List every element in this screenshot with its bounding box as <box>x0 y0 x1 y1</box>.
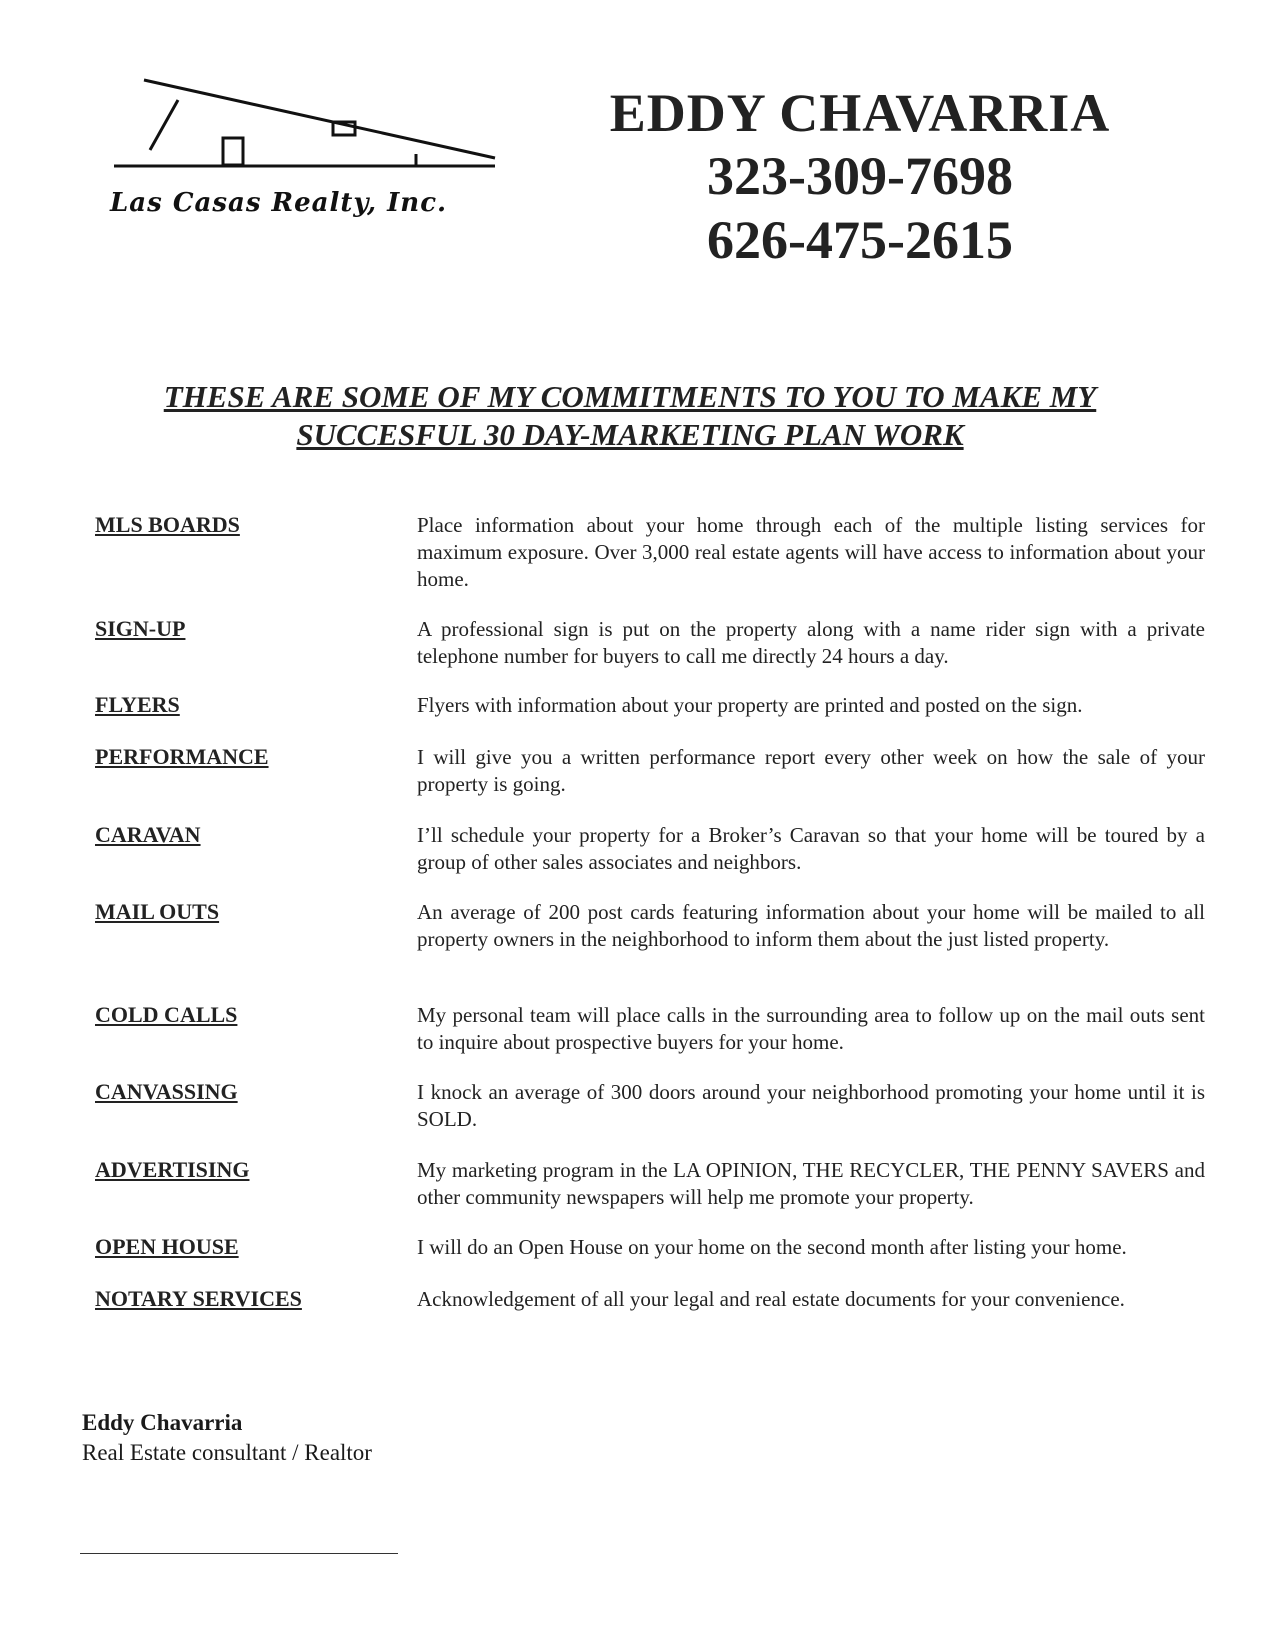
commitment-term: FLYERS <box>95 692 180 717</box>
commitment-term: ADVERTISING <box>95 1157 250 1182</box>
commitment-description: I knock an average of 300 doors around your neighborhood promoting your home until it is SOLD. <box>417 1080 1205 1131</box>
commitment-description: Place information about your home through each of the multiple listing services for maximum exposure. Over 3,000 real estate agents will have access to information about your home. <box>417 513 1205 591</box>
headline-line-1: THESE ARE SOME OF MY COMMITMENTS TO YOU TO MAKE MY <box>163 379 1097 414</box>
signature-title: Real Estate consultant / Realtor <box>82 1440 372 1465</box>
commitment-description: I will do an Open House on your home on the second month after listing your home. <box>417 1235 1127 1259</box>
house-roof-icon <box>100 70 530 190</box>
commitment-term: MAIL OUTS <box>95 899 220 924</box>
company-logo <box>100 70 530 240</box>
commitment-term: NOTARY SERVICES <box>95 1286 302 1311</box>
agent-name: EDDY CHAVARRIA <box>609 83 1111 143</box>
commitment-term: CARAVAN <box>95 822 201 847</box>
headline-line-2: SUCCESFUL 30 DAY-MARKETING PLAN WORK <box>296 417 964 452</box>
agent-contact <box>560 82 1160 272</box>
commitment-description: My marketing program in the LA OPINION, THE RECYCLER, THE PENNY SAVERS and other community newspapers will help me promote your property. <box>417 1158 1205 1209</box>
page-headline <box>60 378 1200 454</box>
commitment-description: Acknowledgement of all your legal and real estate documents for your convenience. <box>417 1287 1125 1311</box>
signature-line <box>80 1553 398 1554</box>
commitment-description: Flyers with information about your property are printed and posted on the sign. <box>417 693 1083 717</box>
commitment-term: COLD CALLS <box>95 1002 238 1027</box>
commitment-term: SIGN-UP <box>95 616 186 641</box>
commitment-description: A professional sign is put on the property along with a name rider sign with a private telephone number for buyers to call me directly 24 hours a day. <box>417 617 1205 668</box>
commitment-term: PERFORMANCE <box>95 744 269 769</box>
phone-number-2: 626-475-2615 <box>707 210 1013 270</box>
commitment-description: An average of 200 post cards featuring information about your home will be mailed to all property owners in the neighborhood to inform them about the just listed property. <box>417 900 1205 951</box>
commitment-term: MLS BOARDS <box>95 512 240 537</box>
logo-text: Las Casas Realty, Inc. <box>110 188 448 218</box>
commitment-description: My personal team will place calls in the surrounding area to follow up on the mail outs sent to inquire about prospective buyers for your home. <box>417 1003 1205 1054</box>
signature-name: Eddy Chavarria <box>82 1410 243 1435</box>
commitment-term: CANVASSING <box>95 1079 238 1104</box>
phone-number-1: 323-309-7698 <box>707 146 1013 206</box>
commitment-description: I’ll schedule your property for a Broker’s Caravan so that your home will be toured by a group of other sales associates and neighbors. <box>417 823 1205 874</box>
commitment-description: I will give you a written performance report every other week on how the sale of your property is going. <box>417 745 1205 796</box>
commitment-term: OPEN HOUSE <box>95 1234 239 1259</box>
